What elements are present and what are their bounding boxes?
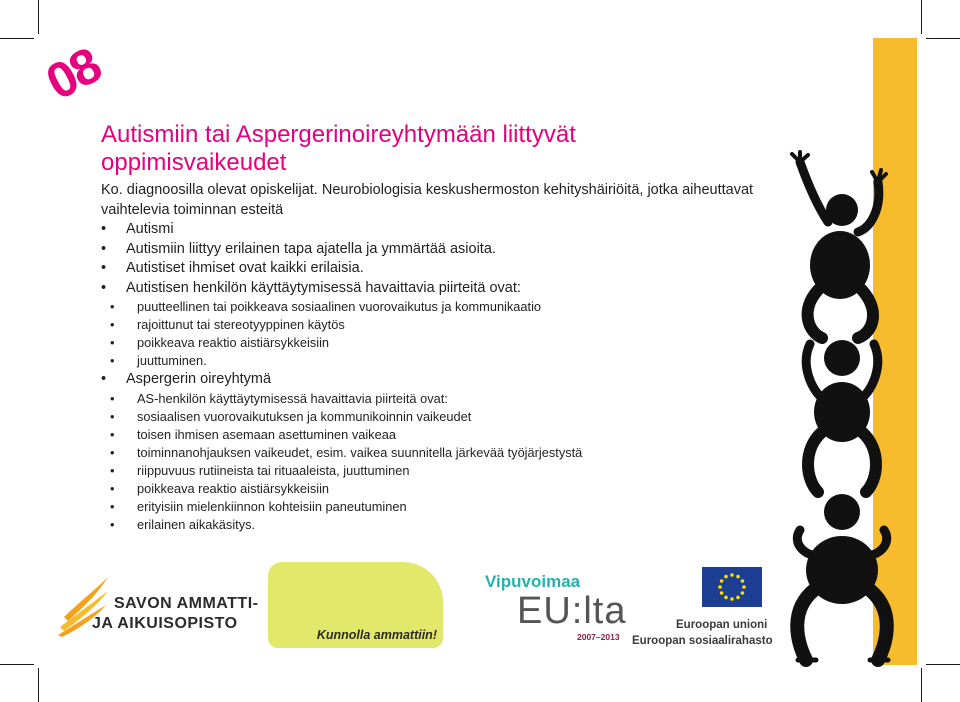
sub-list-item: • toisen ihmisen asemaan asettuminen vaikeaa [101,426,821,444]
vipuvoimaa-eulta-logo [485,572,625,652]
logo-row [0,555,960,655]
eulta-text: EU:lta [517,590,627,632]
section-number: 08 [37,36,109,111]
crop-mark [38,0,39,34]
page-title: Autismiin tai Aspergerinoireyhtymään liittyvät oppimisvaikeudet [101,121,576,176]
years-text: 2007–2013 [577,632,620,642]
main-content [101,180,821,534]
autism-traits-list [101,298,821,370]
sub-list-item: • sosiaalisen vuorovaikutuksen ja kommunikoinnin vaikeudet [101,408,821,426]
crop-mark [0,664,34,665]
list-item: • Aspergerin oireyhtymä [101,370,821,390]
eu-logo [632,567,800,652]
list-item: • Autistisen henkilön käyttäytymisessä havaittavia piirteitä ovat: [101,279,821,299]
list-item: • Autismi [101,220,821,240]
eu-social-fund-text: Euroopan sosiaalirahasto [632,635,773,647]
list-item: • Autistiset ihmiset ovat kaikki erilaisia. [101,259,821,279]
crop-mark [38,668,39,702]
sub-list-item: • erilainen aikakäsitys. [101,516,821,534]
crop-mark [926,38,960,39]
asperger-list [101,370,821,390]
sub-list-item: • toiminnanohjauksen vaikeudet, esim. vaikea suunnitella järkevää työjärjestystä [101,444,821,462]
kunnolla-ammattiin-badge [268,562,443,648]
savo-line-1: SAVON AMMATTI- [114,595,259,612]
kunnolla-text: Kunnolla ammattiin! [316,628,437,642]
vipuvoimaa-text: Vipuvoimaa [485,572,581,591]
sub-list-item: • rajoittunut tai stereotyyppinen käytös [101,316,821,334]
sub-list-item: • AS-henkilön käyttäytymisessä havaittavia piirteitä ovat: [101,390,821,408]
list-item: • Autismiin liittyy erilainen tapa ajatella ja ymmärtää asioita. [101,240,821,260]
crop-mark [921,668,922,702]
savon-ammatti-logo [58,573,258,643]
eu-flag-icon [702,567,762,607]
savo-line-2: JA AIKUISOPISTO [92,615,238,632]
sub-list-item: • poikkeava reaktio aistiärsykkeisiin [101,334,821,352]
sub-list-item: • riippuvuus rutiineista tai rituaaleista, juuttuminen [101,462,821,480]
crop-mark [926,664,960,665]
sub-list-item: • erityisiin mielenkiinnon kohteisiin paneutuminen [101,498,821,516]
eu-union-text: Euroopan unioni [676,619,768,631]
crop-mark [921,0,922,34]
sub-list-item: • poikkeava reaktio aistiärsykkeisiin [101,480,821,498]
eu-stars-icon [702,567,762,607]
sub-list-item: • puutteellinen tai poikkeava sosiaalinen vuorovaikutus ja kommunikaatio [101,298,821,316]
intro-text: Ko. diagnoosilla olevat opiskelijat. Neurobiologisia keskushermoston kehityshäiriöitä, jotka aiheuttavat vaihtelevia toiminnan esteitä [101,182,754,218]
crop-mark [0,38,34,39]
main-list [101,220,821,298]
sub-list-item: • juuttuminen. [101,352,821,370]
asperger-traits-list [101,390,821,534]
